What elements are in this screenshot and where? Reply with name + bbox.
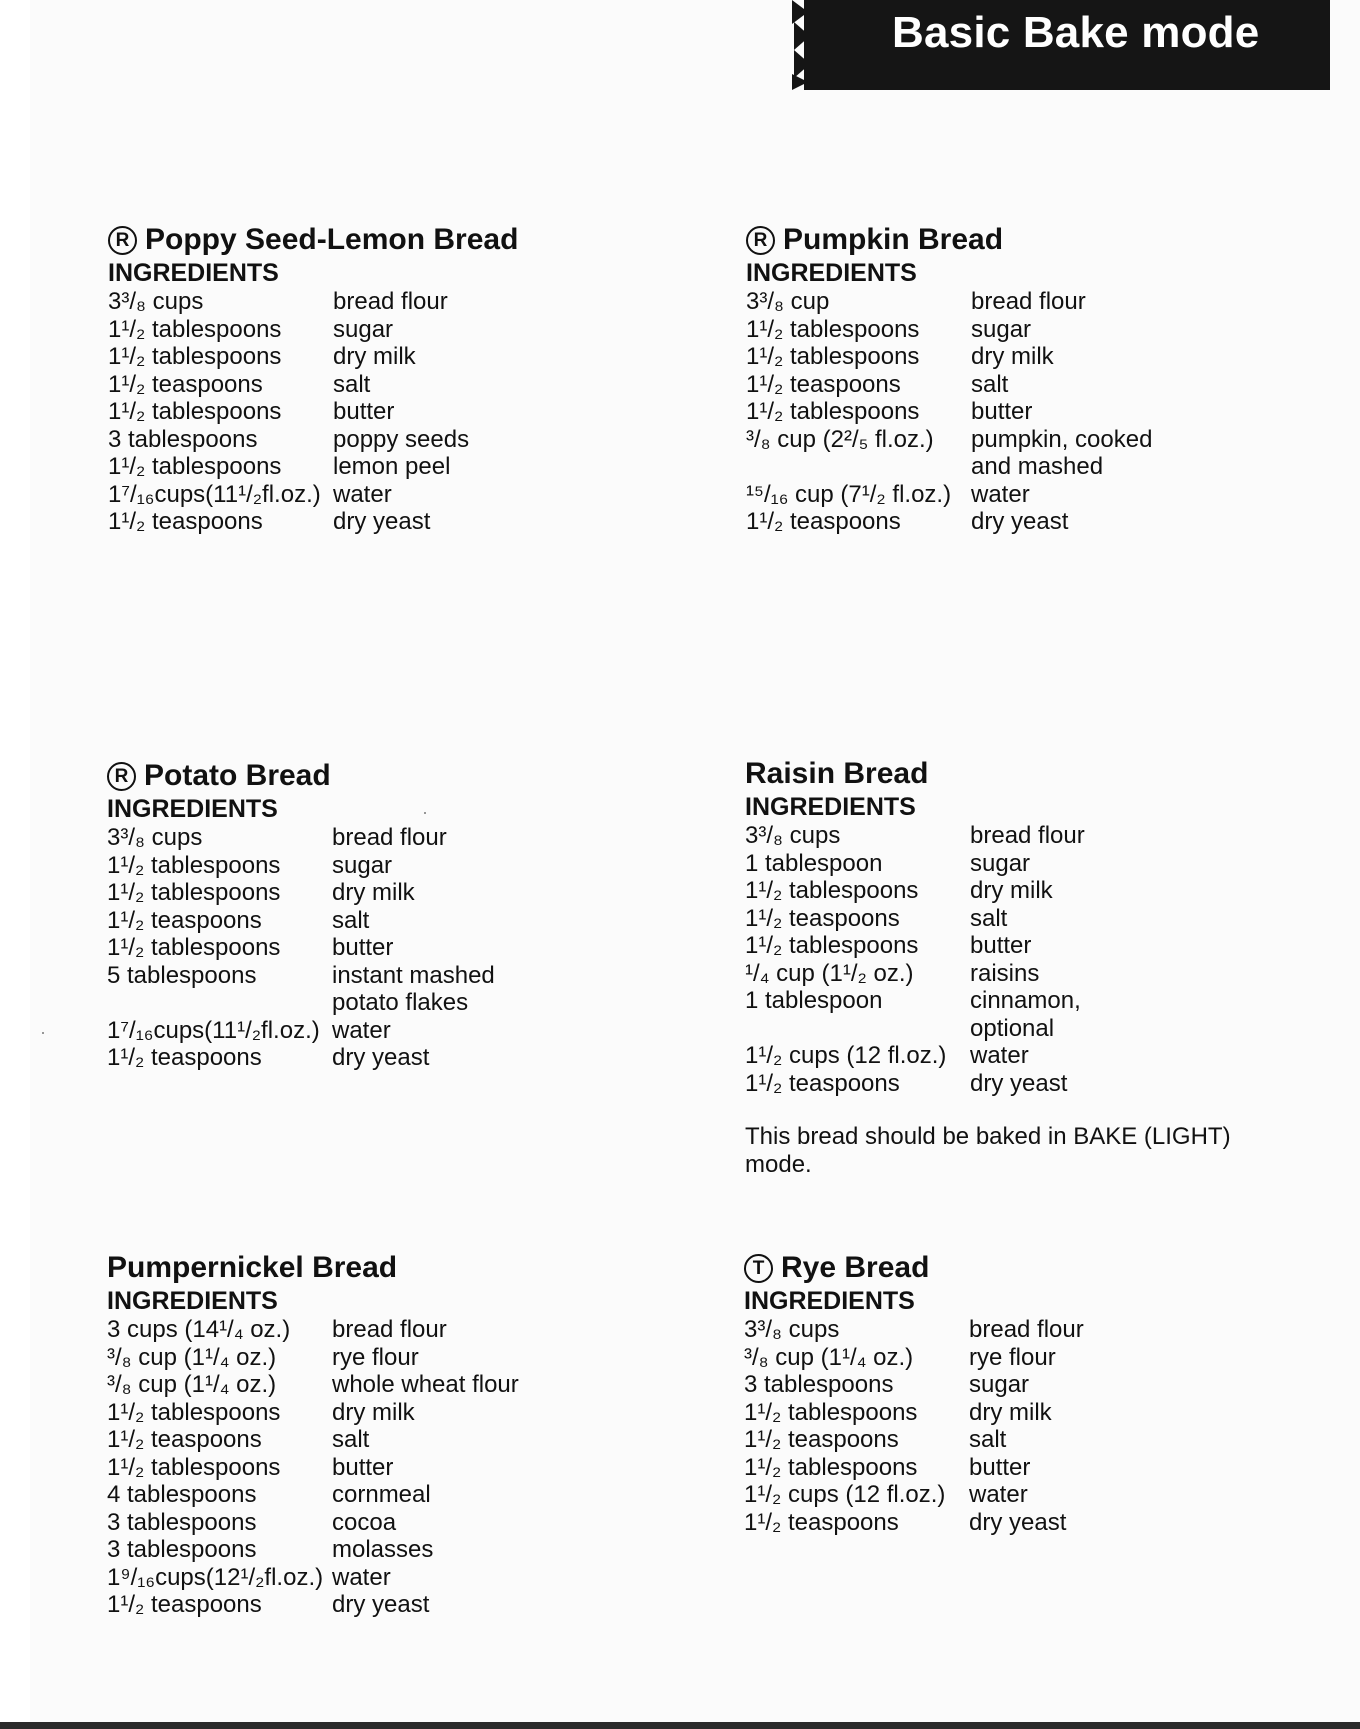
ingredient-name: water [969,1481,1028,1508]
ingredient-name: sugar [969,1371,1030,1398]
ingredient-row [746,343,1152,371]
recipe-title: Potato Bread [144,759,331,792]
ingredient-row [746,481,1152,509]
circled-letter-icon: R [107,762,136,791]
ingredient-amount: 1¹/₂ teaspoons [745,904,900,932]
recipe-card [107,758,495,1072]
ingredient-row [745,987,1285,1015]
scan-speck [424,812,426,814]
ingredient-amount: 3³/₈ cups [108,288,204,315]
ingredient-row [746,508,1152,536]
ingredient-name: butter [971,398,1033,425]
ingredient-amount: ³/₈ cup (2²/₅ fl.oz.) [746,425,934,453]
ingredient-amount: 1¹/₂ teaspoons [746,508,901,535]
ingredient-amount: 1¹/₂ teaspoons [107,906,262,934]
ingredient-row [746,453,1152,481]
ingredient-amount: 3 cups (14¹/₄ oz.) [107,1316,291,1343]
ingredient-amount: 5 tablespoons [107,961,257,989]
recipe-title: Raisin Bread [745,757,929,790]
ingredient-name: water [332,1563,391,1591]
ingredient-amount: 1¹/₂ teaspoons [744,1508,899,1536]
ingredient-amount: 3 tablespoons [108,425,258,453]
recipe-title-row [746,222,1152,258]
ingredient-name: dry milk [333,343,416,370]
ingredient-amount: 1¹/₂ teaspoons [108,508,263,535]
ingredient-row [107,1426,519,1454]
recipe-title-row [107,1250,519,1286]
ingredient-row [107,1344,519,1372]
ingredient-amount: 3 tablespoons [744,1371,894,1398]
ingredient-name: cinnamon, [970,987,1081,1014]
ingredient-name: sugar [333,315,394,343]
ingredient-row [744,1426,1084,1454]
ingredient-name: salt [332,906,370,934]
ingredient-amount: 1¹/₂ tablespoons [745,932,919,959]
ingredient-row [108,371,518,399]
ingredient-name: bread flour [332,1316,447,1343]
circled-letter-icon: R [746,226,775,255]
scan-speck [42,1032,44,1034]
ingredient-row [745,877,1285,905]
ingredient-row [744,1371,1084,1399]
ingredient-row [107,1591,519,1619]
ingredients-heading: INGREDIENTS [107,1287,278,1315]
ingredient-amount [746,453,971,481]
ingredient-name: sugar [971,315,1032,343]
ingredient-amount: 1¹/₂ tablespoons [746,343,920,370]
section-banner [806,0,1330,90]
ingredient-amount: ³/₈ cup (1¹/₄ oz.) [744,1343,914,1371]
ingredient-amount: 1¹/₂ tablespoons [744,1453,918,1481]
ingredient-name: butter [332,1453,394,1481]
recipe-title: Rye Bread [781,1251,930,1284]
ingredient-row [744,1481,1084,1509]
ingredient-amount: 1¹/₂ tablespoons [108,343,282,370]
ingredient-row [745,1015,1285,1043]
ingredient-amount [745,1015,970,1043]
ingredient-name: dry yeast [333,508,431,535]
ingredient-name: dry yeast [969,1508,1067,1536]
ingredient-name: molasses [332,1536,434,1563]
ingredient-amount: 1¹/₂ teaspoons [107,1044,262,1071]
ingredient-row [744,1316,1084,1344]
ingredient-name: bread flour [969,1316,1084,1343]
ingredient-name: dry milk [971,343,1054,370]
ingredient-amount: 1¹/₂ tablespoons [744,1398,918,1426]
ingredients-heading: INGREDIENTS [744,1287,915,1315]
circled-letter-icon: T [744,1254,773,1283]
ingredient-name: butter [333,398,395,425]
ingredient-row [107,934,495,962]
ingredient-row [107,1481,519,1509]
ingredient-row [107,962,495,990]
ingredient-row [746,398,1152,426]
ingredient-amount: 4 tablespoons [107,1481,257,1508]
ingredient-name: butter [969,1453,1031,1481]
ingredient-row [744,1509,1084,1537]
ingredient-row [745,960,1285,988]
ingredient-row [107,1316,519,1344]
ingredient-amount: 3 tablespoons [107,1536,257,1563]
recipe-title: Poppy Seed-Lemon Bread [145,223,519,256]
ingredient-amount: 3³/₈ cup [746,288,830,315]
recipe-title: Pumpkin Bread [783,223,1004,256]
ingredient-row [746,288,1152,316]
ingredient-name: whole wheat flour [332,1371,519,1398]
ingredient-name: water [971,480,1030,508]
ingredient-amount: 1¹/₂ tablespoons [107,1453,281,1481]
ingredient-row [108,316,518,344]
ingredient-name: poppy seeds [333,425,470,453]
ingredient-name: lemon peel [333,453,451,480]
ingredient-row [107,879,495,907]
ingredient-row [745,850,1285,878]
ingredient-name: potato flakes [332,989,469,1016]
ingredient-row [744,1454,1084,1482]
ingredient-amount: 3³/₈ cups [107,824,203,851]
ingredient-name: rye flour [969,1343,1056,1371]
recipe-title-row [745,756,1285,792]
recipe-note: This bread should be baked in BAKE (LIGHT) mode. [745,1123,1231,1178]
ingredient-name: dry yeast [971,508,1069,535]
ingredient-row [107,1399,519,1427]
ingredient-amount: 1¹/₂ tablespoons [745,877,919,904]
ingredient-row [107,1564,519,1592]
ingredient-name: rye flour [332,1343,419,1371]
ingredient-name: salt [969,1426,1007,1453]
ingredient-name: dry milk [970,877,1053,904]
ingredient-amount: 1¹/₂ tablespoons [746,398,920,425]
ingredient-row [108,508,518,536]
ingredient-name: dry milk [332,879,415,906]
ingredient-amount: 1⁷/₁₆cups(11¹/₂fl.oz.) [107,1016,320,1044]
ingredient-amount: 1¹/₂ teaspoons [744,1426,899,1453]
ingredient-amount: 1 tablespoon [745,987,883,1014]
recipe-title: Pumpernickel Bread [107,1251,398,1284]
ingredient-name: dry milk [969,1398,1052,1426]
ingredient-amount: 1¹/₂ tablespoons [108,453,282,480]
ingredient-amount: ¹⁵/₁₆ cup (7¹/₂ fl.oz.) [746,480,952,508]
ingredient-row [745,932,1285,960]
ingredient-amount [107,989,332,1017]
ingredient-amount: 1 tablespoon [745,849,883,877]
ingredient-name: instant mashed [332,961,495,989]
ingredient-name: water [333,480,392,508]
ingredient-row [107,1536,519,1564]
ingredient-amount: 1¹/₂ tablespoons [108,315,282,343]
ingredient-row [744,1399,1084,1427]
recipe-title-row [107,758,495,794]
ingredient-row [745,1070,1285,1098]
circled-letter-icon: R [108,226,137,255]
ingredient-row [744,1344,1084,1372]
ingredient-name: raisins [970,959,1040,987]
ingredient-row [746,371,1152,399]
ingredient-name: bread flour [332,824,447,851]
ingredients-heading: INGREDIENTS [745,793,916,821]
ingredient-row [107,1454,519,1482]
ingredient-amount: 1¹/₂ tablespoons [107,851,281,879]
ingredient-amount: 1⁹/₁₆cups(12¹/₂fl.oz.) [107,1563,324,1591]
ingredient-name: dry yeast [332,1044,430,1071]
recipe-card [108,222,518,536]
recipe-card [746,222,1152,536]
ingredient-row [108,288,518,316]
ingredient-amount: 1¹/₂ tablespoons [108,398,282,425]
ingredient-name: water [332,1016,391,1044]
ingredient-name: salt [333,370,371,398]
recipe-card [745,756,1285,1178]
ingredient-row [107,1509,519,1537]
ingredient-row [745,1042,1285,1070]
ingredient-name: dry milk [332,1398,415,1426]
ingredient-amount: ¹/₄ cup (1¹/₂ oz.) [745,959,914,987]
ingredient-name: cocoa [332,1508,397,1536]
page-bottom-edge [0,1722,1360,1729]
ingredient-row [107,1371,519,1399]
ingredients-heading: INGREDIENTS [746,259,917,287]
ingredient-amount: 1¹/₂ cups (12 fl.oz.) [744,1481,946,1508]
ingredient-amount: 1¹/₂ tablespoons [107,1398,281,1426]
ingredient-row [108,426,518,454]
ingredient-amount: 1¹/₂ teaspoons [107,1591,262,1618]
ingredients-heading: INGREDIENTS [107,795,278,823]
ingredient-row [745,905,1285,933]
recipe-card [744,1250,1084,1536]
ingredient-name: bread flour [971,288,1086,315]
ingredient-amount: 3 tablespoons [107,1508,257,1536]
ingredient-row [108,453,518,481]
ingredient-amount: ³/₈ cup (1¹/₄ oz.) [107,1371,277,1398]
ingredient-name: butter [970,932,1032,959]
recipe-card [107,1250,519,1619]
ingredient-amount: 1⁷/₁₆cups(11¹/₂fl.oz.) [108,480,321,508]
ingredient-amount: 1¹/₂ tablespoons [107,934,281,961]
ingredient-row [745,822,1285,850]
ingredients-heading: INGREDIENTS [108,259,279,287]
ingredient-amount: 1¹/₂ teaspoons [745,1069,900,1097]
ingredient-row [746,316,1152,344]
ingredient-name: bread flour [970,822,1085,849]
ingredient-row [107,852,495,880]
ingredient-amount: ³/₈ cup (1¹/₄ oz.) [107,1343,277,1371]
ingredient-row [107,907,495,935]
ingredient-name: dry yeast [970,1069,1068,1097]
ingredient-row [108,343,518,371]
ingredient-name: dry yeast [332,1591,430,1618]
ingredient-name: optional [970,1014,1055,1042]
ingredient-row [108,481,518,509]
ingredient-amount: 1¹/₂ tablespoons [107,879,281,906]
ingredient-amount: 3³/₈ cups [745,822,841,849]
banner-arrow-notches [792,0,822,90]
ingredient-amount: 3³/₈ cups [744,1316,840,1343]
ingredient-name: sugar [970,849,1031,877]
ingredient-row [746,426,1152,454]
ingredient-row [108,398,518,426]
ingredient-name: cornmeal [332,1481,431,1508]
section-title: Basic Bake mode [892,8,1260,57]
ingredient-amount: 1¹/₂ teaspoons [746,370,901,398]
recipe-title-row [744,1250,1084,1286]
ingredient-name: salt [332,1426,370,1453]
ingredient-name: butter [332,934,394,961]
ingredient-name: pumpkin, cooked [971,425,1153,453]
ingredient-name: and mashed [971,453,1104,480]
ingredient-row [107,1044,495,1072]
ingredient-row [107,989,495,1017]
ingredient-name: bread flour [333,288,448,315]
ingredient-amount: 1¹/₂ teaspoons [108,370,263,398]
ingredient-name: salt [970,904,1008,932]
ingredient-amount: 1¹/₂ teaspoons [107,1426,262,1453]
recipe-title-row [108,222,518,258]
ingredient-name: water [970,1042,1029,1069]
ingredient-row [107,824,495,852]
ingredient-name: salt [971,370,1009,398]
ingredient-amount: 1¹/₂ tablespoons [746,315,920,343]
ingredient-name: sugar [332,851,393,879]
ingredient-row [107,1017,495,1045]
ingredient-amount: 1¹/₂ cups (12 fl.oz.) [745,1042,947,1069]
